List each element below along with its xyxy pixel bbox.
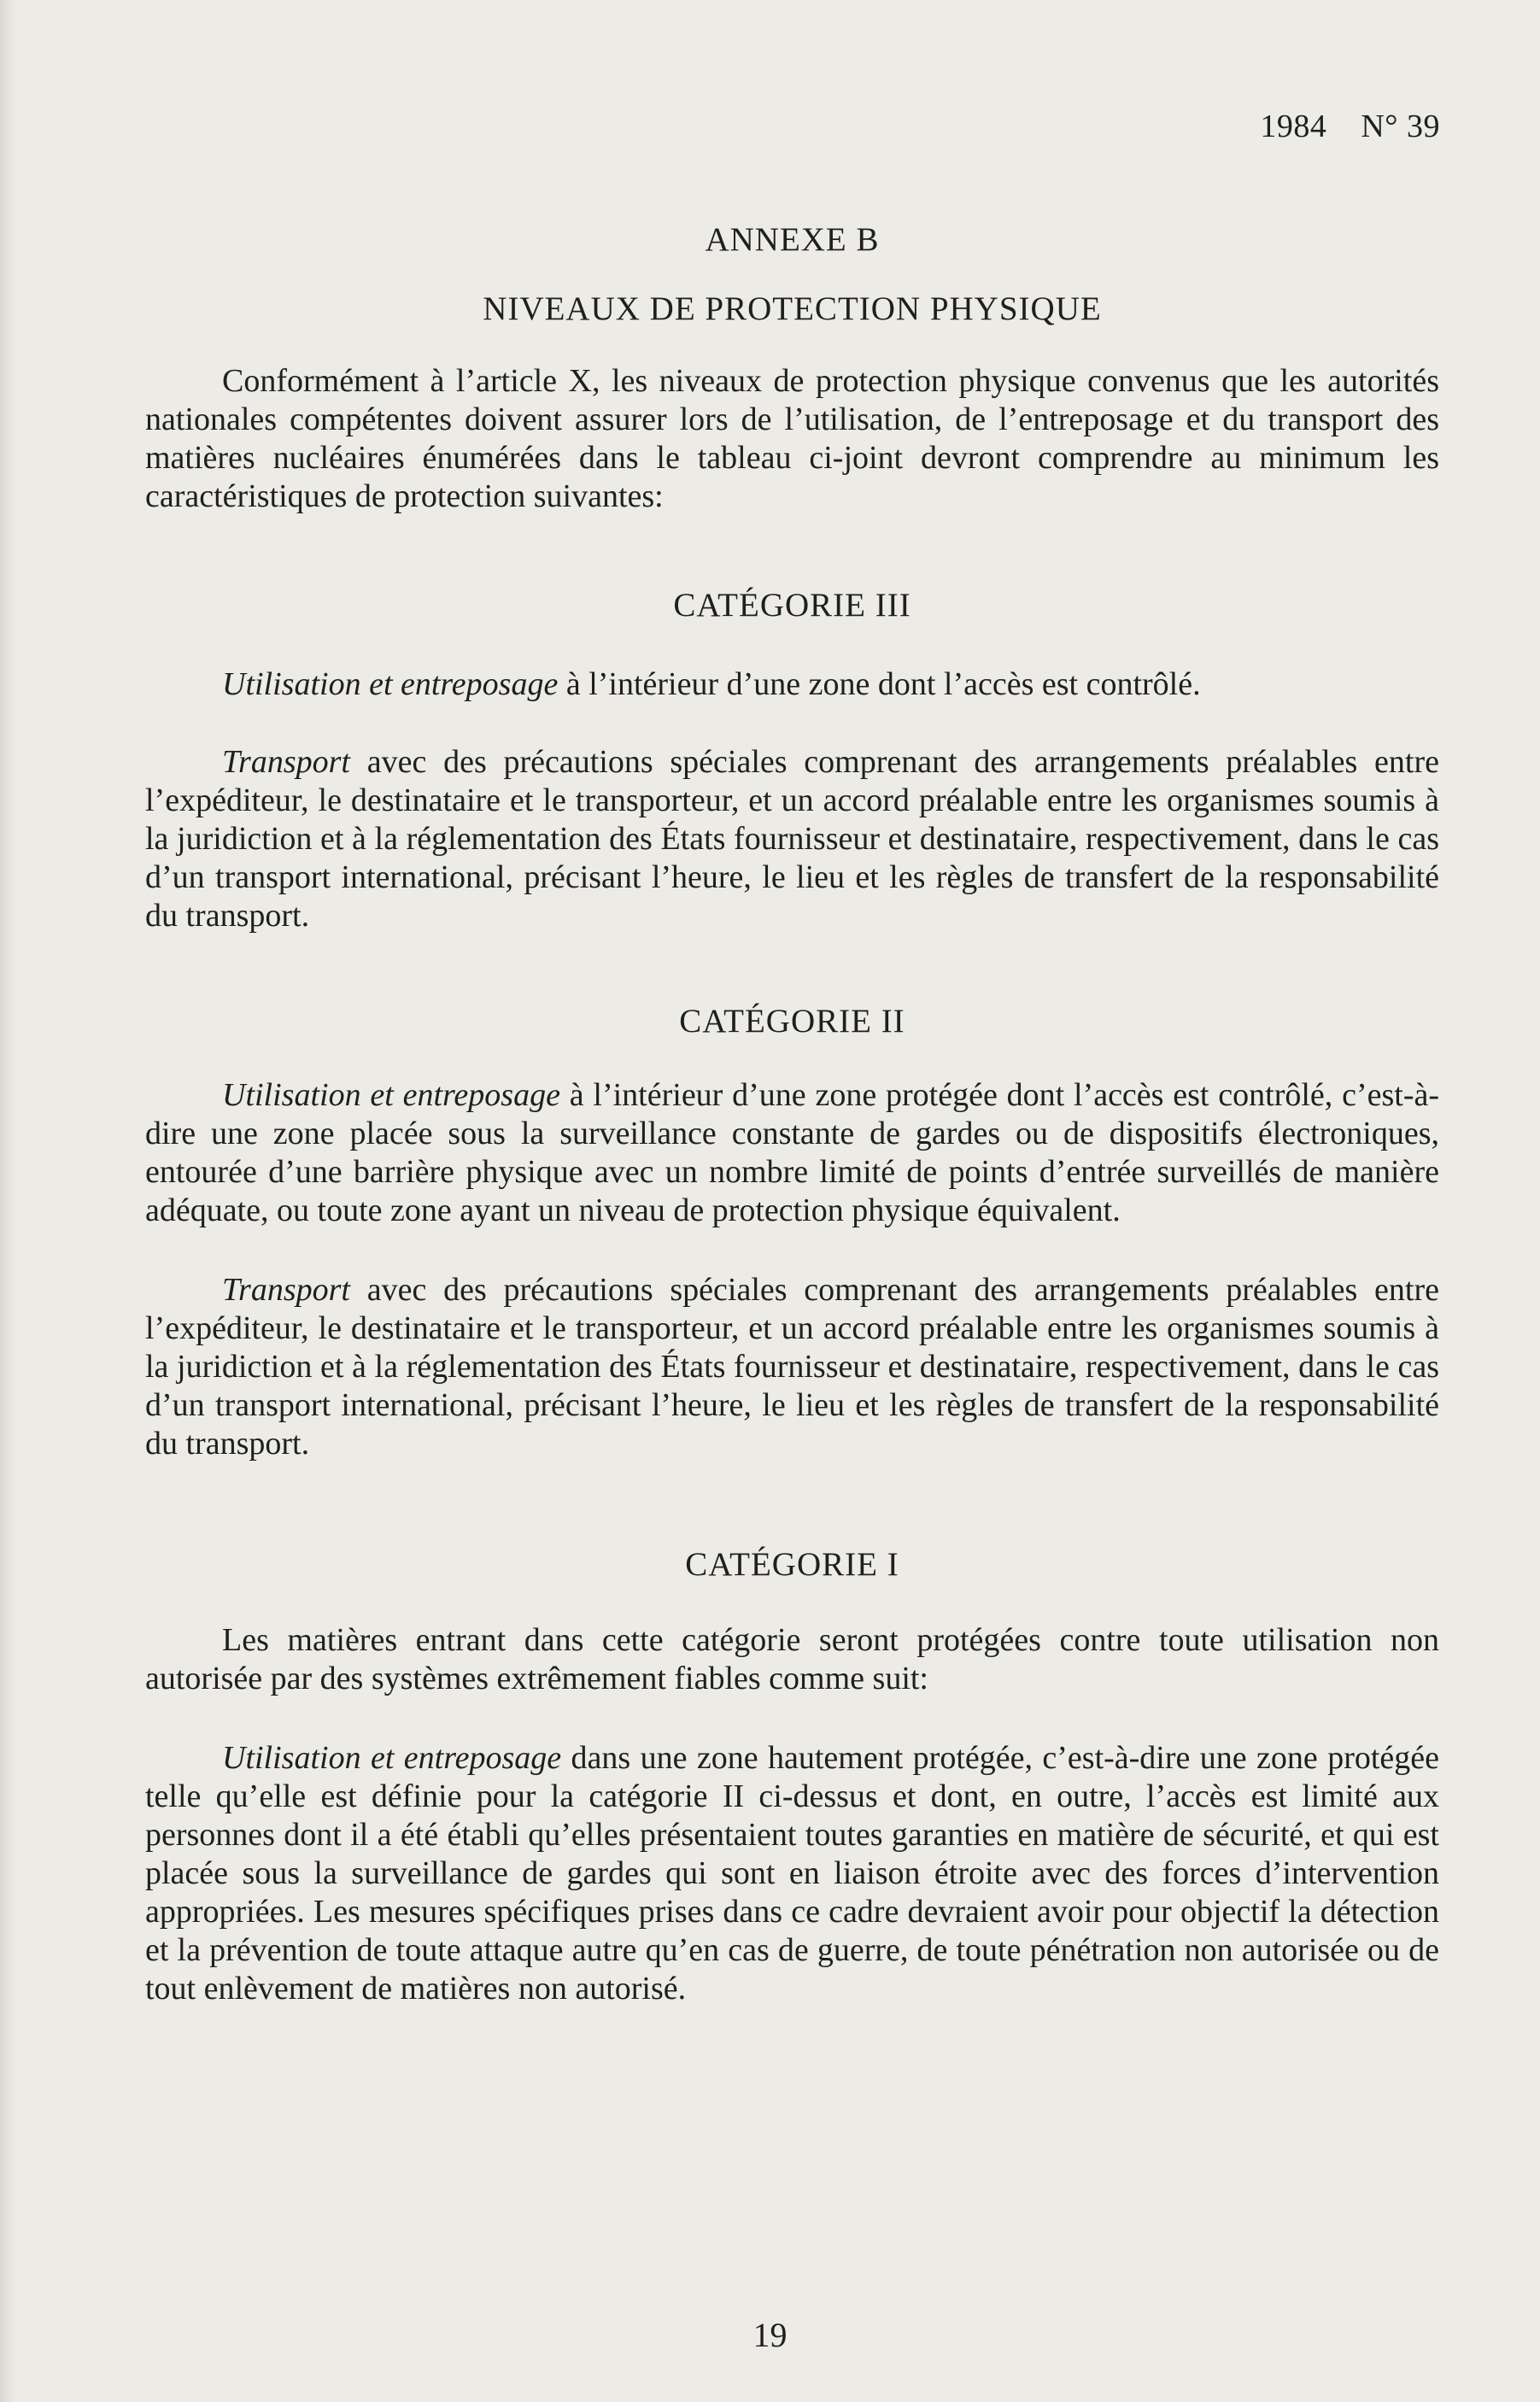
category-3-use-text: à l’intérieur d’une zone dont l’accès est contrôlé.: [558, 666, 1201, 702]
category-2-transport-lead: Transport: [222, 1272, 350, 1308]
category-2-use-lead: Utilisation et entreposage: [222, 1077, 560, 1113]
category-1-title: CATÉGORIE I: [685, 1546, 899, 1583]
category-3-transport-text: avec des précautions spéciales comprenant des arrangements préalables entre l’expéditeur, le destinataire et le transporteur, et un accord préalable entre les organismes soumis à la juridiction et à la réglementation des États fournisseur et destinataire, respectivement, dans le cas d’un transport international, précisant l’heure, le lieu et les règles de transfert de la responsabilité du transport.: [145, 744, 1439, 934]
page-edge-shadow: [0, 0, 15, 2402]
page-number: 19: [752, 2316, 788, 2354]
category-1-use-lead: Utilisation et entreposage: [222, 1740, 562, 1776]
category-3-title: CATÉGORIE III: [673, 587, 911, 624]
document-body: [145, 214, 1439, 2008]
category-2-use-text: à l’intérieur d’une zone protégée dont l’accès est contrôlé, c’est-à-dire une zone placée sous la surveillance constante de gardes ou de dispositifs électroniques, entourée d’une barrière physique avec un nombre limité de points d’entrée surveillés de manière adéquate, ou toute zone ayant un niveau de protection physique équivalent.: [145, 1077, 1439, 1228]
category-1-intro-paragraph: Les matières entrant dans cette catégorie seront protégées contre toute utilisation non autorisée par des systèmes extrêmement fiables comme suit:: [145, 1622, 1439, 1696]
category-2-transport-paragraph: [145, 1271, 1439, 1463]
category-2-transport-text: avec des précautions spéciales comprenant des arrangements préalables entre l’expéditeur, le destinataire et le transporteur, et un accord préalable entre les organismes soumis à la juridiction et à la réglementation des États fournisseur et destinataire, respectivement, dans le cas d’un transport international, précisant l’heure, le lieu et les règles de transfert de la responsabilité du transport.: [145, 1272, 1439, 1462]
page-header: [1260, 108, 1440, 145]
category-2-use-paragraph: [145, 1076, 1439, 1230]
category-1-use-text: dans une zone hautement protégée, c’est-à-dire une zone protégée telle qu’elle est définie pour la catégorie II ci-dessus et dont, en outre, l’accès est limité aux personnes dont il a été établi qu’elles présentaient toutes garanties en matière de sécurité, et qui est placée sous la surveillance de gardes qui sont en liaison étroite avec des forces d’intervention appropriées. Les mesures spécifiques prises dans ce cadre devraient avoir pour objectif la détection et la prévention de toute attaque autre qu’en cas de guerre, de toute pénétration non autorisée ou de tout enlèvement de matières non autorisé.: [145, 1740, 1440, 2007]
document-title: NIVEAUX DE PROTECTION PHYSIQUE: [483, 290, 1102, 327]
header-number: N° 39: [1361, 108, 1440, 144]
category-3-transport-paragraph: [145, 743, 1439, 935]
category-3-transport-lead: Transport: [222, 744, 350, 780]
header-year: 1984: [1260, 108, 1327, 144]
intro-paragraph: Conformément à l’article X, les niveaux de protection physique convenus que les autorités nationales compétentes doivent assurer lors de l’utilisation, de l’entreposage et du transport des matières nucléaires énumérées dans le tableau ci-joint devront comprendre au minimum les caractéristiques de protection suivantes:: [145, 363, 1439, 514]
category-3-use-lead: Utilisation et entreposage: [222, 666, 559, 702]
category-1-use-paragraph: [145, 1739, 1439, 2008]
category-3-use-paragraph: [145, 665, 1439, 704]
annex-title: ANNEXE B: [705, 221, 880, 258]
category-2-title: CATÉGORIE II: [679, 1003, 905, 1040]
